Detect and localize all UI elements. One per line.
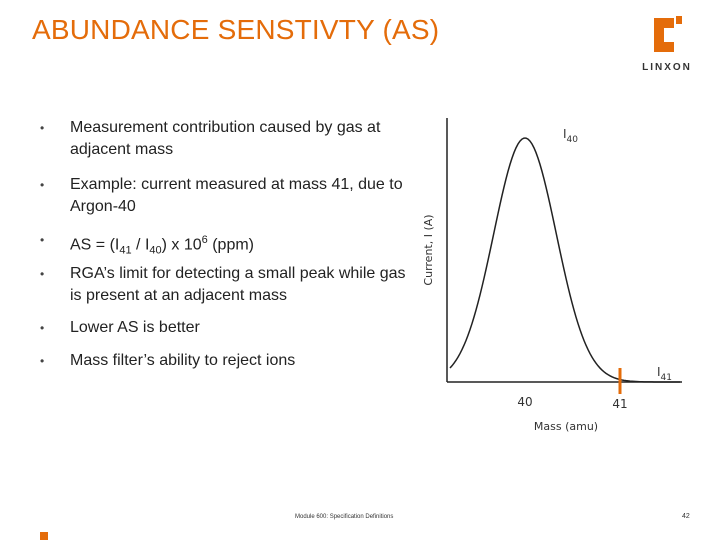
formula-text: AS = $(I_{41} / I_{40})$ x $10^6$ (ppm) [70, 234, 255, 257]
bullet-dot-icon: • [40, 321, 45, 335]
x-tick-label: 40 [517, 395, 533, 409]
page-number: 42 [682, 513, 690, 520]
x-axis-label: Mass (amu) [533, 420, 599, 433]
footer-text: Module 600: Specification Definitions [295, 514, 394, 520]
logo-text: LINXON [642, 62, 692, 73]
bullet-text: Measurement contribution caused by gas at adjacent mass [70, 119, 381, 158]
slide-title: ABUNDANCE SENSTIVTY (AS) [32, 14, 440, 45]
bullet-text: Example: current measured at mass 41, due to Argon-40 [70, 176, 403, 215]
peak-label-i41: $I_{41}$ [657, 365, 672, 383]
bullet-text: Mass filter’s ability to reject ions [70, 352, 296, 369]
y-axis-label: Current, I (A) [422, 214, 435, 286]
bullet-text: RGA’s limit for detecting a small peak while gas is present at an adjacent mass [70, 265, 406, 304]
bottom-accent [40, 532, 48, 540]
bullet-dot-icon: • [40, 354, 45, 368]
peak-curve [450, 138, 680, 382]
peak-label-i40: $I_{40}$ [563, 127, 578, 145]
bullet-dot-icon: • [40, 267, 45, 281]
bullet-dot-icon: • [40, 121, 45, 135]
bullet-text: Lower AS is better [70, 319, 200, 336]
bullet-dot-icon: • [40, 233, 45, 247]
x-tick-label: 41 [612, 397, 628, 411]
bullet-dot-icon: • [40, 178, 45, 192]
